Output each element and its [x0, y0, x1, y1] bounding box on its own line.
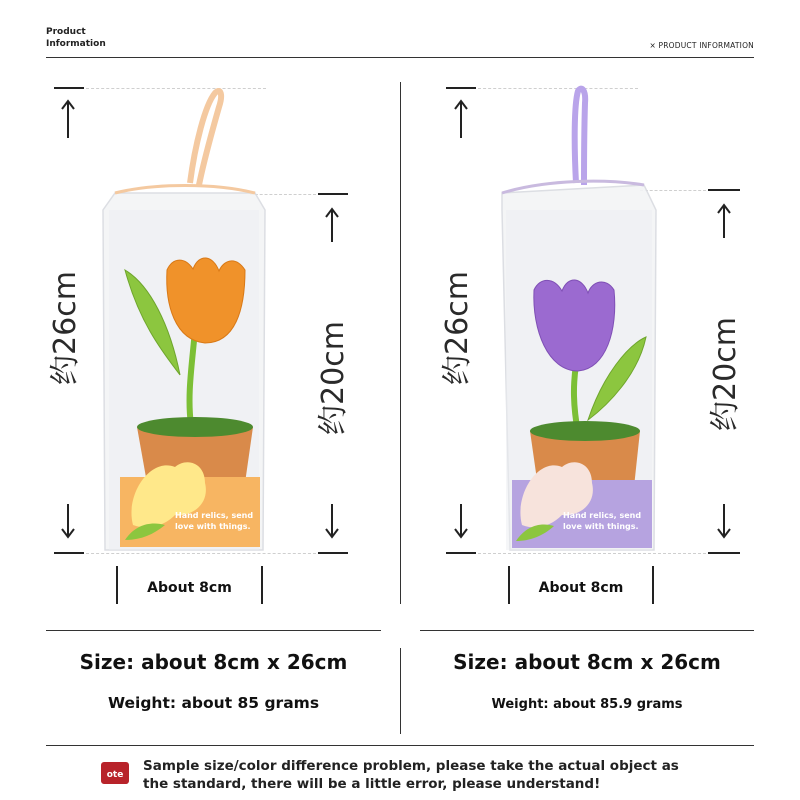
arrow-up-icon [714, 202, 734, 242]
dim-mid-tick-left [318, 193, 348, 195]
width-label: About 8cm [538, 580, 624, 596]
specs-top-divider [420, 630, 754, 631]
header-title-line1: Product [46, 27, 86, 37]
tulip-box-image [488, 85, 668, 560]
dim-bottom-tick-left-a [54, 552, 84, 554]
plant-height-label: 约20cm [708, 317, 743, 431]
note-text: Sample size/color difference problem, please take the actual object as the standard, there will be a little error, please understand! [143, 758, 679, 792]
header-divider [46, 57, 754, 58]
dim-top-tick-left [54, 87, 84, 89]
width-tick-right [652, 566, 654, 604]
specs-center-divider [400, 648, 401, 734]
specs-top-divider [46, 630, 381, 631]
weight-text: Weight: about 85.9 grams [491, 697, 683, 712]
dim-bottom-tick-right-a [446, 552, 476, 554]
plant-height-label: 约20cm [316, 321, 351, 435]
note-top-divider [46, 745, 754, 746]
size-text: Size: about 8cm x 26cm [79, 650, 348, 674]
size-text: Size: about 8cm x 26cm [453, 650, 721, 674]
arrow-down-icon [58, 502, 78, 542]
arrow-up-icon [58, 98, 78, 142]
arrow-down-icon [714, 502, 734, 542]
dim-mid-tick-right [708, 189, 740, 191]
total-height-label: 约26cm [440, 271, 475, 385]
width-tick-right [261, 566, 263, 604]
card-text: Hand relics, send love with things. [175, 511, 254, 531]
header-title-line2: Information [46, 39, 106, 49]
arrow-up-icon [451, 98, 471, 142]
header-title [46, 26, 166, 50]
dim-bottom-tick-right-b [708, 552, 740, 554]
arrow-down-icon [322, 502, 342, 542]
width-label: About 8cm [147, 580, 232, 596]
card-text: Hand relics, send love with things. [563, 511, 642, 531]
note-badge-text: ote [106, 770, 124, 780]
dim-top-tick-right [446, 87, 476, 89]
note-badge [100, 760, 130, 786]
center-divider [400, 82, 401, 604]
arrow-up-icon [322, 206, 342, 246]
dim-bottom-tick-left-b [318, 552, 348, 554]
note-badge-icon [100, 760, 130, 786]
total-height-label: 约26cm [48, 271, 83, 385]
arrow-down-icon [451, 502, 471, 542]
tulip-box-image [95, 85, 275, 560]
weight-text: Weight: about 85 grams [107, 694, 320, 712]
header-right-label: × PRODUCT INFORMATION [649, 41, 754, 50]
